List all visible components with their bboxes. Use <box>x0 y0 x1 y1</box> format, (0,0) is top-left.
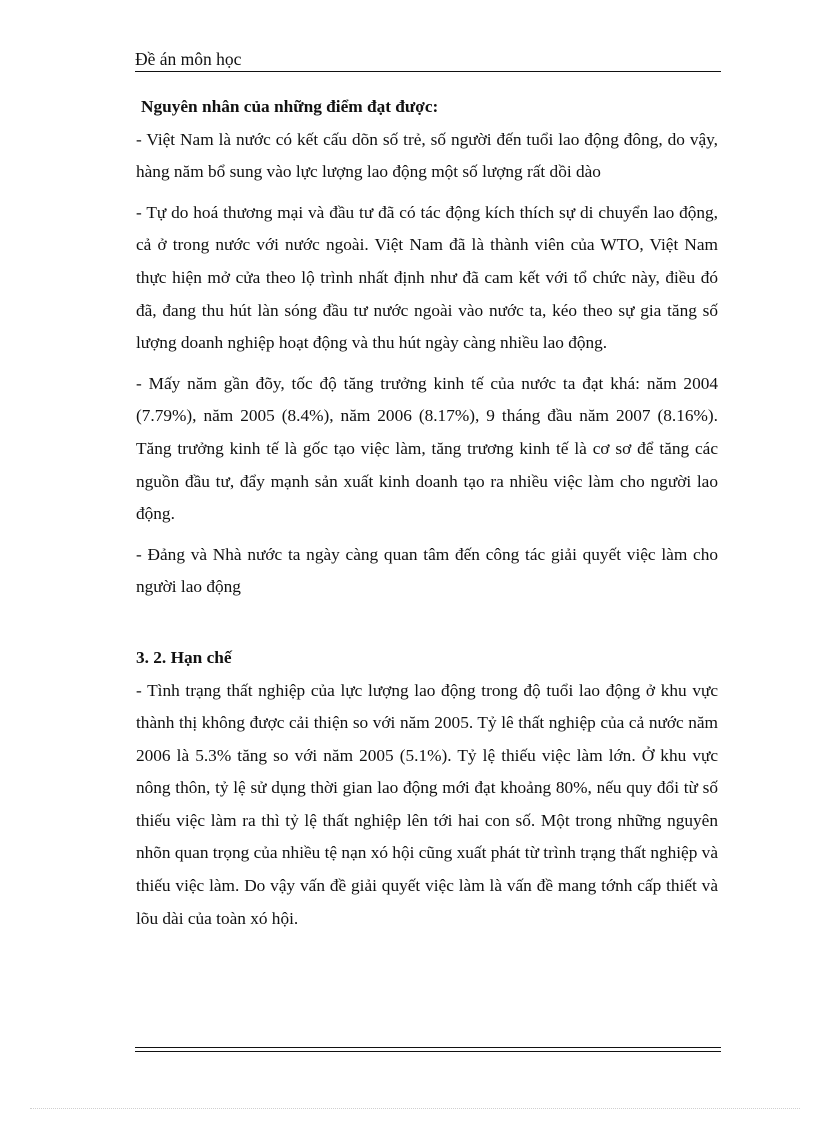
causes-paragraph-2: - Tự do hoá thương mại và đầu tư đã có tác động kích thích sự di chuyển lao động, cả ở trong nước với nước ngoài. Việt Nam đã là thành viên của WTO, Việt Nam thực hiện mở cửa theo lộ trình nhất định như đã cam kết với tổ chức này, điều đó đã, đang thu hút làn sóng đầu tư nước ngoài vào nước ta, kéo theo sự gia tăng số lượng doanh nghiệp hoạt động và thu hút ngày càng nhiều lao động. <box>136 202 718 353</box>
page-bottom-edge <box>30 1108 800 1109</box>
section-spacer <box>136 604 718 642</box>
causes-paragraph-1: - Việt Nam là nước có kết cấu dõn số trẻ, số người đến tuổi lao động đông, do vậy, hàng năm bổ sung vào lực lượng lao động một số lượng rất dồi dào <box>136 129 718 182</box>
page-header-title: Đề án môn học <box>135 49 242 69</box>
footer-divider <box>135 1047 721 1052</box>
header-divider <box>135 71 721 72</box>
causes-paragraph-3: - Mấy năm gần đõy, tốc độ tăng trưởng kinh tế của nước ta đạt khá: năm 2004 (7.79%), năm 2005 (8.4%), năm 2006 (8.17%), 9 tháng đầu năm 2007 (8.16%). Tăng trưởng kinh tế là gốc tạo việc làm, tăng trương kinh tế là cơ sơ để tăng các nguồn đầu tư, đẩy mạnh sản xuất kinh doanh tạo ra nhiều việc làm cho người lao động. <box>136 373 718 524</box>
limitations-heading: 3. 2. Hạn chế <box>136 647 232 667</box>
causes-paragraph-4: - Đảng và Nhà nước ta ngày càng quan tâm đến công tác giải quyết việc làm cho người lao động <box>136 544 718 597</box>
causes-heading: Nguyên nhân của những điểm đạt được: <box>141 97 439 116</box>
document-body <box>136 91 718 935</box>
limitations-paragraph: - Tình trạng thất nghiệp của lực lượng lao động trong độ tuổi lao động ở khu vực thành thị không được cải thiện so với năm 2005. Tỷ lê thất nghiệp của cả nước năm 2006 là 5.3% tăng so với năm 2005 (5.1%). Tỷ lệ thiếu việc làm lớn. Ở khu vực nông thôn, tỷ lệ sử dụng thời gian lao động mới đạt khoảng 80%, nếu quy đổi từ số thiếu việc làm ra thì tỷ lệ thất nghiệp lên tới hai con số. Một trong những nguyên nhõn quan trọng của nhiều tệ nạn xó hội cũng xuất phát từ trình trạng thất nghiệp và thiếu việc làm. Do vậy vấn đề giải quyết việc làm là vấn đề mang tớnh cấp thiết và lõu dài của toàn xó hội. <box>136 680 718 928</box>
